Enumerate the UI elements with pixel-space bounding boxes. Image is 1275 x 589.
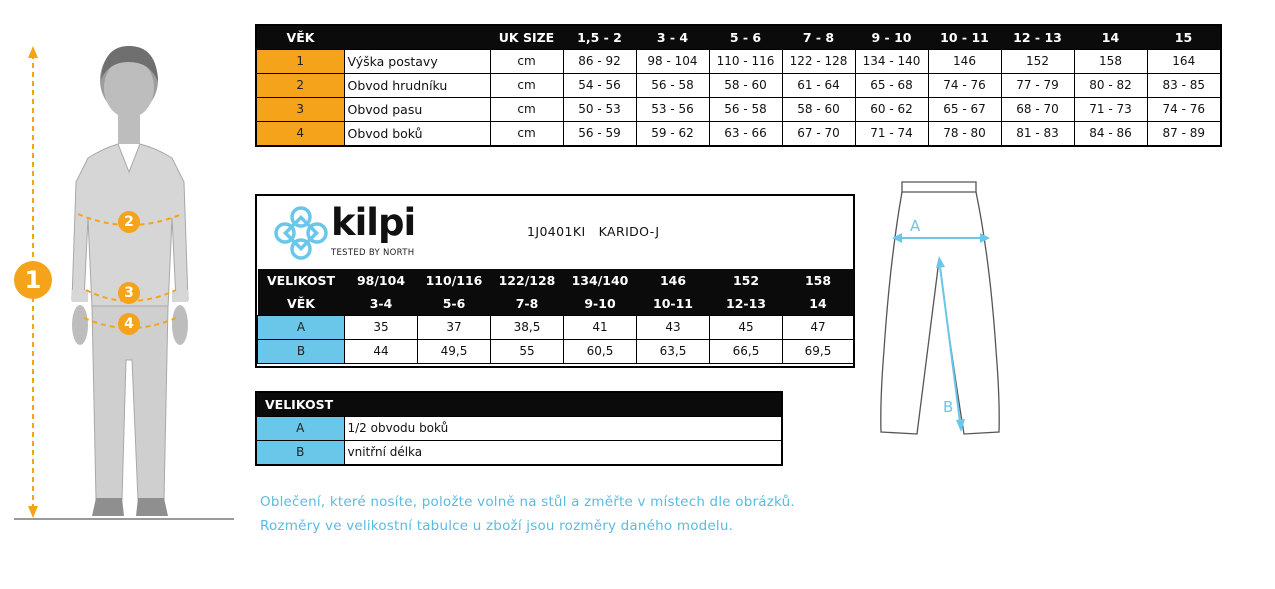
value-cell: 60,5 — [564, 340, 637, 364]
row-label: vnitřní délka — [344, 441, 782, 466]
pants-label-a: A — [910, 217, 921, 235]
value-cell: 61 - 64 — [782, 74, 855, 98]
header-cell: 14 — [783, 292, 854, 316]
header-cell: 158 — [783, 269, 854, 292]
table-row — [256, 74, 1221, 98]
value-cell: 50 - 53 — [563, 98, 636, 122]
model-note: Rozměry ve velikostní tabulce u zboží jsou rozměry daného modelu. — [260, 518, 734, 534]
product-measure-table — [257, 269, 854, 364]
row-label: Obvod pasu — [344, 98, 490, 122]
value-cell: 60 - 62 — [855, 98, 928, 122]
value-cell: 41 — [564, 316, 637, 340]
value-cell: 74 - 76 — [1147, 98, 1221, 122]
value-cell: 71 - 73 — [1074, 98, 1147, 122]
value-cell: 84 - 86 — [1074, 122, 1147, 147]
header-cell: 12 - 13 — [1001, 25, 1074, 50]
table-row — [258, 316, 854, 340]
header-cell: VĚK — [258, 292, 345, 316]
value-cell: 37 — [418, 316, 491, 340]
header-cell: 9 - 10 — [855, 25, 928, 50]
value-cell: 44 — [345, 340, 418, 364]
value-cell: 110 - 116 — [709, 50, 782, 74]
value-cell: 78 - 80 — [928, 122, 1001, 147]
badge-chest-label: 2 — [124, 214, 134, 230]
value-cell: 49,5 — [418, 340, 491, 364]
value-cell: 98 - 104 — [636, 50, 709, 74]
row-index: B — [256, 441, 344, 466]
size-chart-header — [256, 25, 1221, 50]
row-unit: cm — [490, 98, 563, 122]
value-cell: 65 - 67 — [928, 98, 1001, 122]
row-index: 2 — [256, 74, 344, 98]
brand-tagline: TESTED BY NORTH — [331, 248, 415, 258]
table-row — [256, 50, 1221, 74]
value-cell: 63,5 — [637, 340, 710, 364]
header-cell: 5-6 — [418, 292, 491, 316]
badge-hips-label: 4 — [124, 316, 134, 332]
kilpi-knot-icon — [271, 203, 331, 263]
age-row — [258, 292, 854, 316]
header-cell: 10-11 — [637, 292, 710, 316]
size-chart-table — [255, 24, 1222, 147]
value-cell: 69,5 — [783, 340, 854, 364]
header-cell: 7 - 8 — [782, 25, 855, 50]
value-cell: 56 - 58 — [636, 74, 709, 98]
header-cell: 12-13 — [710, 292, 783, 316]
legend-table — [255, 391, 783, 466]
header-cell: 122/128 — [491, 269, 564, 292]
brand-name: kilpi — [331, 201, 416, 244]
badge-height-label: 1 — [24, 266, 42, 294]
table-row — [256, 417, 782, 441]
value-cell: 55 — [491, 340, 564, 364]
value-cell: 67 - 70 — [782, 122, 855, 147]
row-label: Výška postavy — [344, 50, 490, 74]
value-cell: 58 - 60 — [782, 98, 855, 122]
value-cell: 80 - 82 — [1074, 74, 1147, 98]
row-unit: cm — [490, 122, 563, 147]
badge-waist-label: 3 — [124, 285, 134, 301]
row-index: 1 — [256, 50, 344, 74]
value-cell: 54 - 56 — [563, 74, 636, 98]
value-cell: 66,5 — [710, 340, 783, 364]
value-cell: 35 — [345, 316, 418, 340]
row-index: A — [256, 417, 344, 441]
table-row — [256, 441, 782, 466]
value-cell: 74 - 76 — [928, 74, 1001, 98]
header-cell: VELIKOST — [258, 269, 345, 292]
header-cell: 134/140 — [564, 269, 637, 292]
value-cell: 152 — [1001, 50, 1074, 74]
header-cell: UK SIZE — [490, 25, 563, 50]
header-cell — [344, 25, 490, 50]
value-cell: 87 - 89 — [1147, 122, 1221, 147]
pants-label-b: B — [943, 398, 954, 416]
value-cell: 58 - 60 — [709, 74, 782, 98]
row-index: 4 — [256, 122, 344, 147]
header-cell: 110/116 — [418, 269, 491, 292]
value-cell: 146 — [928, 50, 1001, 74]
header-cell: VĚK — [256, 25, 344, 50]
row-unit: cm — [490, 50, 563, 74]
header-cell: 152 — [710, 269, 783, 292]
header-cell: 9-10 — [564, 292, 637, 316]
value-cell: 59 - 62 — [636, 122, 709, 147]
table-row — [256, 98, 1221, 122]
value-cell: 134 - 140 — [855, 50, 928, 74]
header-cell: 5 - 6 — [709, 25, 782, 50]
value-cell: 65 - 68 — [855, 74, 928, 98]
header-cell: 10 - 11 — [928, 25, 1001, 50]
header-cell: 7-8 — [491, 292, 564, 316]
value-cell: 71 - 74 — [855, 122, 928, 147]
value-cell: 164 — [1147, 50, 1221, 74]
row-label: Obvod boků — [344, 122, 490, 147]
row-index: A — [258, 316, 345, 340]
header-cell: 1,5 - 2 — [563, 25, 636, 50]
value-cell: 86 - 92 — [563, 50, 636, 74]
value-cell: 63 - 66 — [709, 122, 782, 147]
header-cell: 3-4 — [345, 292, 418, 316]
value-cell: 77 - 79 — [1001, 74, 1074, 98]
value-cell: 45 — [710, 316, 783, 340]
product-table — [255, 194, 855, 368]
value-cell: 83 - 85 — [1147, 74, 1221, 98]
brand-header — [257, 196, 853, 269]
size-row — [258, 269, 854, 292]
value-cell: 81 - 83 — [1001, 122, 1074, 147]
product-code: 1J0401KI KARIDO-J — [527, 224, 660, 239]
value-cell: 56 - 59 — [563, 122, 636, 147]
row-label: 1/2 obvodu boků — [344, 417, 782, 441]
pants-diagram — [870, 170, 1010, 445]
row-unit: cm — [490, 74, 563, 98]
value-cell: 68 - 70 — [1001, 98, 1074, 122]
row-index: B — [258, 340, 345, 364]
header-cell: 14 — [1074, 25, 1147, 50]
value-cell: 38,5 — [491, 316, 564, 340]
header-cell: VELIKOST — [256, 392, 782, 417]
legend-header — [256, 392, 782, 417]
row-index: 3 — [256, 98, 344, 122]
header-cell: 98/104 — [345, 269, 418, 292]
table-row — [258, 340, 854, 364]
value-cell: 56 - 58 — [709, 98, 782, 122]
value-cell: 47 — [783, 316, 854, 340]
measure-note: Oblečení, které nosíte, položte volně na stůl a změřte v místech dle obrázků. — [260, 494, 795, 510]
header-cell: 3 - 4 — [636, 25, 709, 50]
value-cell: 53 - 56 — [636, 98, 709, 122]
header-cell: 15 — [1147, 25, 1221, 50]
table-row — [256, 122, 1221, 147]
value-cell: 158 — [1074, 50, 1147, 74]
value-cell: 122 - 128 — [782, 50, 855, 74]
row-label: Obvod hrudníku — [344, 74, 490, 98]
value-cell: 43 — [637, 316, 710, 340]
header-cell: 146 — [637, 269, 710, 292]
